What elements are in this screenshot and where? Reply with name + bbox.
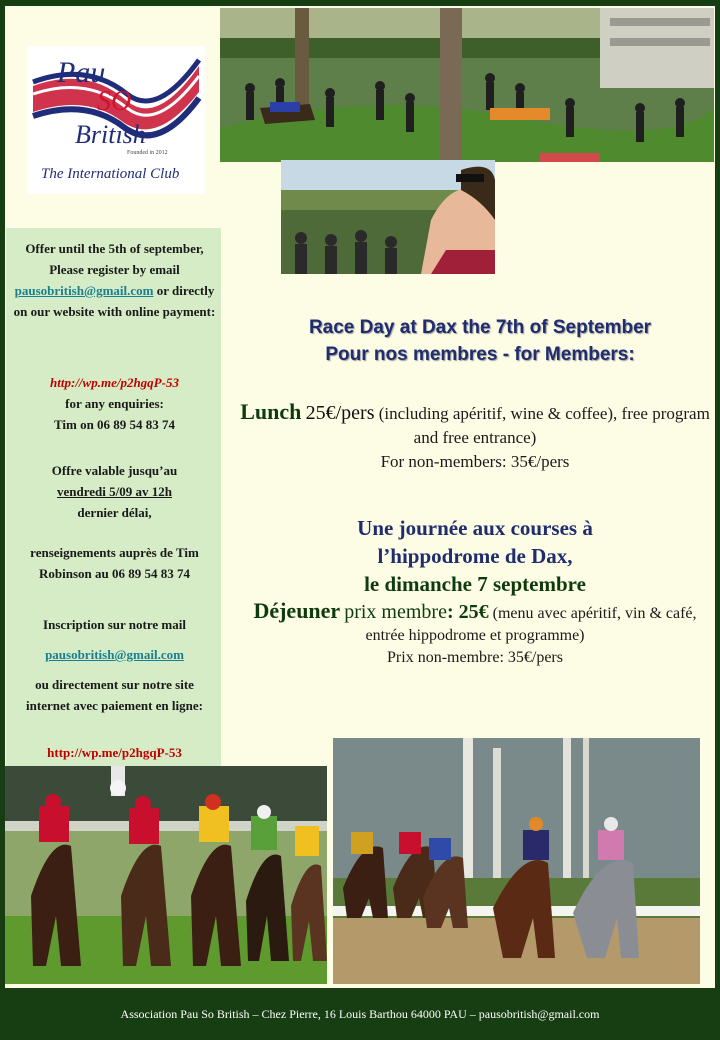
offre-french-deadline: dernier délai, xyxy=(77,505,152,520)
spectator-woman-photo xyxy=(281,160,495,274)
lunch-details: (including apéritif, wine & coffee), free program and free entrance) xyxy=(378,404,710,447)
dejeuner-price: : 25€ xyxy=(446,601,489,623)
logo-founded: Founded in 2012 xyxy=(127,150,168,156)
offre-french-date: vendredi 5/09 av 12h xyxy=(57,484,172,499)
email-link-2[interactable]: pausobritish@gmail.com xyxy=(45,647,184,662)
footer-address: Association Pau So British – Chez Pierre, 16 Louis Barthou 64000 PAU – pausobritish@gmail.com xyxy=(120,1006,600,1021)
inscription-text: Inscription sur notre mail xyxy=(43,617,186,632)
logo-pau: Pau xyxy=(57,56,106,89)
race-title xyxy=(245,314,715,368)
french-title-line-2: l’hippodrome de Dax, xyxy=(377,544,573,568)
logo-british: British xyxy=(75,120,146,149)
race-title-line-2: Pour nos membres - for Members: xyxy=(325,344,635,365)
french-title-line-3: le dimanche 7 septembre xyxy=(364,572,586,596)
paddock-crowd-photo xyxy=(220,8,714,162)
dejeuner-details: (menu avec apéritif, vin & café, entrée hippodrome et programme) xyxy=(365,605,697,644)
site-text: ou directement sur notre site internet avec paiement en ligne: xyxy=(26,677,203,713)
steeplechase-horses-photo xyxy=(333,738,700,984)
phone-english: Tim on 06 89 54 83 74 xyxy=(53,417,176,432)
race-title-line-1: Race Day at Dax the 7th of September xyxy=(308,317,652,338)
french-title xyxy=(235,514,715,598)
non-members-fr: Prix non-membre: 35€/pers xyxy=(387,649,563,666)
website-link-1[interactable]: http://wp.me/p2hgqP-53 xyxy=(50,375,179,390)
lunch-price: 25€/pers xyxy=(305,402,375,424)
club-logo xyxy=(27,46,205,194)
website-link-2[interactable]: http://wp.me/p2hgqP-53 xyxy=(47,745,182,760)
footer-bar xyxy=(0,988,720,1040)
non-members-en: For non-members: 35€/pers xyxy=(380,452,570,471)
flyer-page xyxy=(5,6,715,988)
french-title-line-1: Une journée aux courses à xyxy=(357,516,593,540)
logo-tagline: The International Club xyxy=(41,166,180,182)
offer-english: Offer until the 5th of september, Please register by email xyxy=(25,241,204,277)
lunch-word: Lunch xyxy=(240,399,302,424)
offer-english-2: or directly on our website with online payment: xyxy=(13,283,216,319)
logo-so: SO xyxy=(97,86,132,117)
flat-race-horses-photo xyxy=(5,766,327,984)
email-link-1[interactable]: pausobritish@gmail.com xyxy=(14,283,154,298)
dejeuner-label: prix membre xyxy=(344,601,447,623)
french-lunch-info xyxy=(235,600,715,669)
renseignements-text: renseignements auprès de Tim Robinson au 06 89 54 83 74 xyxy=(30,545,199,581)
info-sidebar xyxy=(6,228,221,772)
english-lunch-info xyxy=(235,400,715,474)
dejeuner-word: Déjeuner xyxy=(253,598,341,623)
offre-french: Offre valable jusqu’au xyxy=(51,463,178,478)
enquiries-label: for any enquiries: xyxy=(65,396,164,411)
